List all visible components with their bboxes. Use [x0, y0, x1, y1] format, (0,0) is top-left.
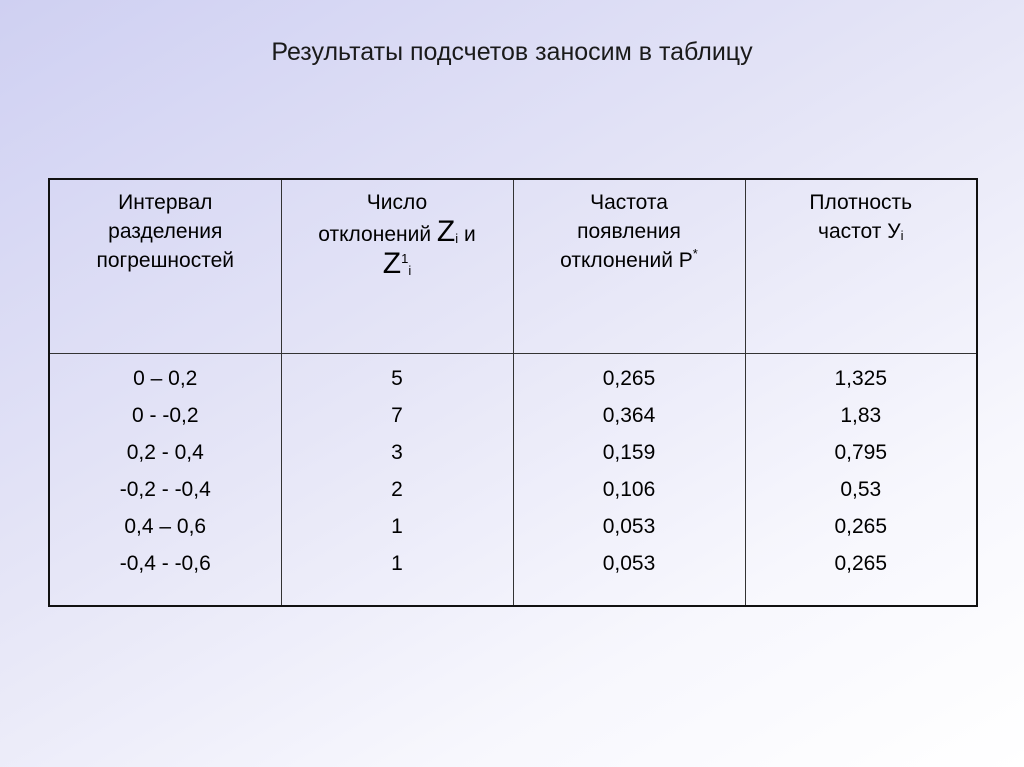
- frequency-value: 0,106: [602, 478, 656, 501]
- slide-title: Результаты подсчетов заносим в таблицу: [271, 38, 753, 66]
- results-table: [48, 178, 978, 607]
- table-header-row: [49, 179, 977, 354]
- header-frequency-line1: Частота: [590, 191, 668, 214]
- header-frequency-prefix: отклонений Р: [560, 249, 693, 272]
- count-value: 7: [391, 404, 403, 427]
- z1-superscript: 1: [401, 251, 409, 266]
- frequency-value: 0,053: [602, 515, 656, 538]
- header-density-line2: [747, 217, 976, 246]
- z1-subscript: i: [408, 263, 412, 278]
- density-subscript: i: [900, 228, 904, 243]
- frequencies-cell: [513, 354, 745, 607]
- table-body-row: [49, 354, 977, 607]
- header-density-prefix: частот У: [818, 220, 901, 243]
- interval-value: 0,4 – 0,6: [124, 515, 207, 538]
- header-frequency-line3: [515, 246, 744, 275]
- frequency-star: *: [692, 246, 698, 261]
- density-value: 0,53: [840, 478, 882, 501]
- count-value: 1: [391, 552, 403, 575]
- frequency-value: 0,265: [602, 367, 656, 390]
- counts-cell: [281, 354, 513, 607]
- count-value: 2: [391, 478, 403, 501]
- header-count-line3: [283, 249, 512, 281]
- header-interval-line2: разделения: [108, 220, 223, 243]
- header-interval-line3: погрешностей: [96, 249, 234, 272]
- header-interval: [49, 179, 281, 354]
- header-density-line1: Плотность: [809, 191, 913, 214]
- density-value: 0,265: [834, 552, 888, 575]
- interval-value: 0 – 0,2: [133, 367, 198, 390]
- header-density: [745, 179, 977, 354]
- header-count-prefix: отклонений: [318, 223, 437, 246]
- intervals-cell: [49, 354, 281, 607]
- frequency-value: 0,364: [602, 404, 656, 427]
- z1-symbol: Z: [382, 247, 402, 280]
- z-symbol: Z: [436, 215, 456, 248]
- frequency-value: 0,159: [602, 441, 656, 464]
- header-count: [281, 179, 513, 354]
- count-value: 5: [391, 367, 403, 390]
- interval-value: 0,2 - 0,4: [126, 441, 204, 464]
- count-value: 1: [391, 515, 403, 538]
- count-value: 3: [391, 441, 403, 464]
- frequency-value: 0,053: [602, 552, 656, 575]
- header-count-line1: Число: [366, 191, 428, 214]
- header-interval-line1: Интервал: [118, 191, 213, 214]
- interval-value: -0,4 - -0,6: [119, 552, 211, 575]
- header-frequency-line2: появления: [577, 220, 681, 243]
- header-frequency: [513, 179, 745, 354]
- density-value: 0,795: [834, 441, 888, 464]
- header-count-conj: и: [458, 223, 476, 246]
- density-value: 0,265: [834, 515, 888, 538]
- interval-value: -0,2 - -0,4: [119, 478, 211, 501]
- density-value: 1,325: [834, 367, 888, 390]
- densities-cell: [745, 354, 977, 607]
- interval-value: 0 - -0,2: [131, 404, 199, 427]
- z-subscript: i: [455, 231, 459, 246]
- header-count-line2: [283, 217, 512, 249]
- density-value: 1,83: [840, 404, 882, 427]
